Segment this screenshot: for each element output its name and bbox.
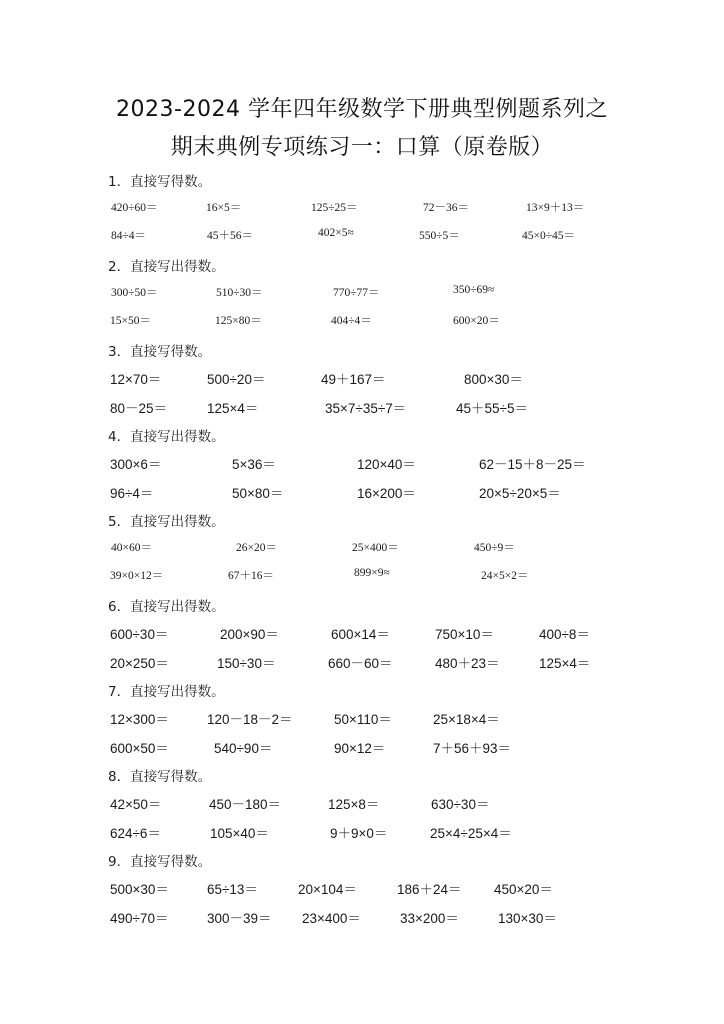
problem: 300×6＝	[110, 457, 162, 472]
section-8-label: 8．直接写得数。	[108, 769, 212, 785]
problem: 9＋9×0＝	[330, 826, 388, 841]
section-1-row-2	[0, 227, 724, 247]
problem: 600÷30＝	[110, 627, 169, 642]
section-2-row-2	[0, 312, 724, 332]
problem: 500÷20＝	[207, 372, 266, 387]
problem: 404÷4＝	[331, 315, 372, 327]
problem: 402×5≈	[318, 227, 354, 239]
problem: 500×30＝	[110, 882, 169, 897]
problem: 24×5×2＝	[481, 570, 529, 582]
problem: 20×104＝	[298, 882, 357, 897]
section-1-label: 1．直接写得数。	[108, 174, 212, 190]
problem: 630÷30＝	[431, 797, 490, 812]
problem: 5×36＝	[232, 457, 276, 472]
problem: 13×9＋13＝	[526, 202, 585, 214]
problem: 540÷90＝	[214, 741, 273, 756]
problem: 16×5＝	[206, 202, 242, 214]
section-6-row-1	[0, 623, 724, 643]
section-4-label: 4．直接写出得数。	[108, 429, 225, 445]
section-3-row-1	[0, 368, 724, 388]
problem: 23×400＝	[302, 911, 361, 926]
problem: 125×8＝	[328, 797, 380, 812]
section-4-row-2	[0, 482, 724, 502]
problem: 25×4÷25×4＝	[430, 826, 512, 841]
problem: 105×40＝	[210, 826, 269, 841]
problem: 39×0×12＝	[110, 570, 164, 582]
section-2-row-1	[0, 284, 724, 304]
problem: 15×50＝	[110, 315, 151, 327]
section-5-label: 5．直接写出得数。	[108, 514, 225, 530]
problem: 45＋56＝	[207, 230, 253, 242]
section-6-label: 6．直接写出得数。	[108, 599, 225, 615]
section-1-row-1	[0, 199, 724, 219]
problem: 7＋56＋93＝	[433, 741, 512, 756]
problem: 660－60＝	[328, 656, 393, 671]
problem: 624÷6＝	[110, 826, 161, 841]
problem: 125×80＝	[215, 315, 262, 327]
problem: 90×12＝	[334, 741, 386, 756]
problem: 50×80＝	[232, 486, 284, 501]
problem: 125×4＝	[539, 656, 591, 671]
problem: 12×300＝	[110, 712, 169, 727]
problem: 300÷50＝	[111, 287, 158, 299]
problem: 45×0÷45＝	[522, 230, 576, 242]
problem: 35×7÷35÷7＝	[325, 401, 407, 416]
problem: 899×9≈	[354, 567, 390, 579]
problem: 120×40＝	[357, 457, 416, 472]
problem: 25×400＝	[352, 542, 399, 554]
problem: 20×5÷20×5＝	[479, 486, 561, 501]
problem: 49＋167＝	[321, 372, 386, 387]
problem: 480＋23＝	[435, 656, 500, 671]
problem: 600×20＝	[453, 315, 500, 327]
problem: 16×200＝	[357, 486, 416, 501]
problem: 65÷13＝	[207, 882, 258, 897]
section-6-row-2	[0, 652, 724, 672]
section-3-label: 3．直接写得数。	[108, 344, 212, 360]
problem: 450×20＝	[494, 882, 553, 897]
problem: 490÷70＝	[110, 911, 169, 926]
problem: 550÷5＝	[419, 230, 460, 242]
problem: 125÷25＝	[311, 202, 358, 214]
problem: 750×10＝	[435, 627, 494, 642]
section-9-label: 9．直接写得数。	[108, 854, 212, 870]
problem: 50×110＝	[334, 712, 392, 727]
problem: 130×30＝	[498, 911, 557, 926]
problem: 45＋55÷5＝	[456, 401, 528, 416]
section-5-row-1	[0, 539, 724, 559]
problem: 40×60＝	[111, 542, 152, 554]
problem: 84÷4＝	[111, 230, 147, 242]
section-9-row-2	[0, 907, 724, 927]
problem: 400÷8＝	[539, 627, 590, 642]
problem: 770÷77＝	[333, 287, 380, 299]
problem: 96÷4＝	[110, 486, 154, 501]
problem: 200×90＝	[220, 627, 279, 642]
section-4-row-1	[0, 453, 724, 473]
problem: 62－15＋8－25＝	[479, 457, 586, 472]
document-title-line-1: 2023-2024 学年四年级数学下册典型例题系列之	[116, 97, 608, 122]
problem: 510÷30＝	[216, 287, 263, 299]
problem: 300－39＝	[207, 911, 272, 926]
problem: 120－18－2＝	[207, 712, 293, 727]
section-3-row-2	[0, 397, 724, 417]
problem: 420÷60＝	[111, 202, 158, 214]
section-7-label: 7．直接写出得数。	[108, 684, 225, 700]
problem: 125×4＝	[207, 401, 259, 416]
problem: 600×50＝	[110, 741, 169, 756]
problem: 33×200＝	[400, 911, 459, 926]
problem: 42×50＝	[110, 797, 162, 812]
problem: 12×70＝	[110, 372, 162, 387]
problem: 450÷9＝	[474, 542, 515, 554]
problem: 25×18×4＝	[433, 712, 500, 727]
section-5-row-2	[0, 567, 724, 587]
problem: 150÷30＝	[217, 656, 276, 671]
problem: 26×20＝	[236, 542, 277, 554]
problem: 72－36＝	[423, 202, 469, 214]
section-8-row-1	[0, 793, 724, 813]
problem: 67＋16＝	[228, 570, 274, 582]
section-7-row-2	[0, 737, 724, 757]
problem: 20×250＝	[110, 656, 169, 671]
section-2-label: 2．直接写出得数。	[108, 259, 225, 275]
section-8-row-2	[0, 822, 724, 842]
problem: 186＋24＝	[397, 882, 462, 897]
problem: 350÷69≈	[453, 284, 495, 296]
problem: 800×30＝	[464, 372, 523, 387]
document-title-line-2: 期末典例专项练习一：口算（原卷版）	[170, 135, 554, 160]
problem: 600×14＝	[331, 627, 390, 642]
section-7-row-1	[0, 708, 724, 728]
problem: 450－180＝	[209, 797, 282, 812]
problem: 80－25＝	[110, 401, 168, 416]
section-9-row-1	[0, 878, 724, 898]
